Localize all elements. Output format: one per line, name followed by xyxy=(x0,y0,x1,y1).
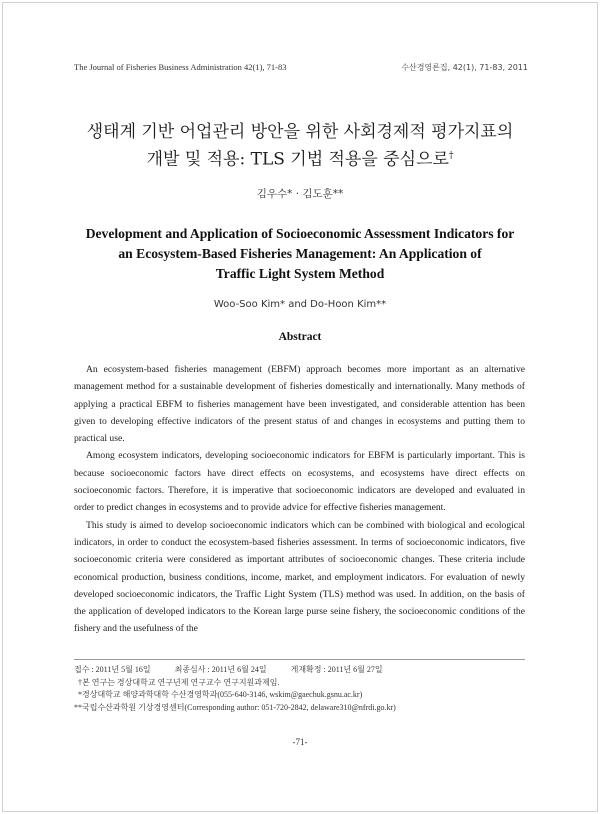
korean-title-line-1: 생태계 기반 어업관리 방안을 위한 사회경제적 평가지표의 xyxy=(86,122,514,142)
received-date: 접수 : 2011년 5월 16일 xyxy=(74,665,151,674)
korean-title xyxy=(60,120,540,172)
english-authors: Woo-Soo Kim* and Do-Hoon Kim** xyxy=(213,299,387,310)
korean-title-line-2-text: 개발 및 적용: TLS 기법 적용을 중심으로 xyxy=(146,149,449,170)
footnote-divider xyxy=(74,659,525,660)
abstract-paragraph: Among ecosystem indicators, developing socioeconomic indicators for EBFM is particularly important. This is because socioeconomic factors have direct effects on ecosystems, and ecosystems have direct effects on socioeconomic factors. Therefore, it is imperative that socioeconomic indicators are developed and evaluated in order to predict changes in ecosystems and to provide advice for effective fisheries management. xyxy=(74,450,525,514)
journal-citation-kr: 수산경영론집, 42(1), 71-83, 2011 xyxy=(401,63,528,72)
footnote-author-2: **국립수산과학원 기상경영센터(Corresponding author: 051-720-2842, delaware310@nfrdi.go.kr) xyxy=(74,702,396,712)
running-head xyxy=(74,62,528,76)
abstract-paragraph: This study is aimed to develop socioeconomic indicators which can be combined with biological and ecological indicators, in order to conduct the ecosystem-based fisheries assessment. In terms of socioeconomic indicators, five socioeconomic criteria were considered as important attributes of socioeconomic changes. These criteria include economical production, business conditions, income, market, and employment indicators. For evaluation of newly developed socioeconomic indicators, the Traffic Light System (TLS) method was used. In addition, on the basis of the application of developed indicators to the Korean large purse seine fishery, the socioeconomic conditions of the fishery and the usefulness of the xyxy=(74,519,525,635)
reviewed-date: 최종심사 : 2011년 6월 24일 xyxy=(174,665,267,674)
english-title-line-2: an Ecosystem-Based Fisheries Management: An Application of xyxy=(118,246,482,261)
journal-citation: The Journal of Fisheries Business Administration 42(1), 71-83 xyxy=(74,62,287,72)
page-number: -71- xyxy=(292,737,308,747)
korean-title-line-2 xyxy=(60,144,540,172)
footnote-author-1: *경상대학교 해양과학대학 수산경영학과(055-640-3146, wskim@gaechuk.gsnu.ac.kr) xyxy=(78,690,363,700)
footnote-funding: †본 연구는 경상대학교 연구년제 연구교수 연구지원과제임. xyxy=(78,677,280,687)
english-title-line-3: Traffic Light System Method xyxy=(215,266,385,281)
abstract-paragraph: An ecosystem-based fisheries management (EBFM) approach becomes more important as an alternative management method for a sustainable development of fisheries domestically and internationally. Many methods of applying a practical EBFM to fisheries management have been investigated, and considerable attention has been given to developing effective indicators of the present status of and changes in ecosystems and putting them to practical use. xyxy=(74,364,525,445)
english-title-line-1: Development and Application of Socioeconomic Assessment Indicators for xyxy=(85,226,515,241)
korean-authors: 김우수* · 김도훈** xyxy=(256,188,344,200)
footnotes xyxy=(74,664,544,714)
abstract-body xyxy=(74,361,525,638)
footnote-dates xyxy=(74,664,544,677)
abstract-heading: Abstract xyxy=(278,331,322,343)
accepted-date: 게재확정 : 2011년 6월 27일 xyxy=(290,665,383,674)
dagger-mark: † xyxy=(448,151,454,161)
english-title xyxy=(70,224,530,284)
